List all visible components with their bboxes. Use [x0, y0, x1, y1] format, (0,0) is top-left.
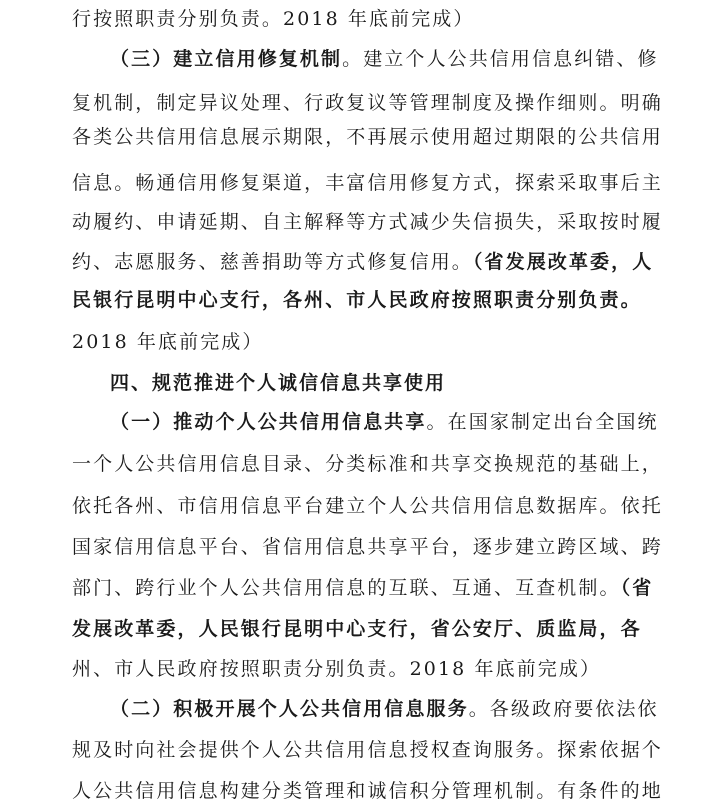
text-segment: 人公共信用信息构建分类管理和诚信积分管理机制。有条件的地 [72, 780, 663, 802]
subsection-title: （一）推动个人公共信用信息共享 [110, 411, 427, 433]
text-line-8 [72, 283, 642, 317]
responsibility-note: （省发展改革委，人 [472, 251, 654, 273]
text-segment: 依托各州、市信用信息平台建立个人公共信用信息数据库。依托 [72, 495, 663, 517]
section-heading [110, 366, 632, 400]
subsection-title: （三）建立信用修复机制 [110, 48, 343, 70]
text-line-15 [72, 571, 654, 605]
text-segment: 各类公共信用信息展示期限，不再展示使用超过期限的公共信用 [72, 126, 663, 148]
text-line-20 [72, 774, 663, 808]
responsibility-note: 发展改革委，人民银行昆明中心支行，省公安厅、质监局，各 [72, 618, 642, 640]
text-line-11 [110, 405, 659, 439]
text-segment: 。建立个人公共信用信息纠错、修 [342, 48, 659, 70]
text-line-12 [72, 447, 663, 481]
text-line-19 [72, 733, 663, 767]
text-segment: 2018 年底前完成） [72, 331, 264, 353]
text-segment: 。各级政府要依法依 [468, 698, 659, 720]
text-line-18 [110, 692, 659, 726]
responsibility-note: 民银行昆明中心支行，各州、市人民政府按照职责分别负责。 [72, 289, 642, 311]
text-line-6 [72, 205, 663, 239]
text-segment: 部门、跨行业个人公共信用信息的互联、互通、互查机制。 [72, 577, 621, 599]
text-line-4 [72, 120, 663, 154]
text-line-2 [110, 42, 659, 76]
text-segment: 规及时向社会提供个人公共信用信息授权查询服务。探索依据个 [72, 739, 663, 761]
text-segment: 州、市人民政府按照职责分别负责。2018 年底前完成） [72, 658, 602, 680]
text-line-1 [72, 2, 632, 36]
text-line-16 [72, 612, 642, 646]
text-line-13 [72, 489, 663, 523]
responsibility-note: （省 [620, 577, 654, 599]
section-title: 四、规范推进个人诚信信息共享使用 [110, 372, 447, 394]
text-line-3 [72, 86, 663, 120]
text-segment: 一个人公共信用信息目录、分类标准和共享交换规范的基础上， [72, 453, 663, 475]
text-segment: 。在国家制定出台全国统 [426, 411, 659, 433]
text-line-14 [72, 530, 663, 564]
subsection-title: （二）积极开展个人公共信用信息服务 [110, 698, 469, 720]
text-segment: 动履约、申请延期、自主解释等方式减少失信损失，采取按时履 [72, 211, 663, 233]
text-segment: 行按照职责分别负责。2018 年底前完成） [72, 8, 475, 30]
text-segment: 复机制，制定异议处理、行政复议等管理制度及操作细则。明确 [72, 92, 663, 114]
text-line-7 [72, 245, 654, 279]
text-line-17 [72, 652, 632, 686]
text-segment: 信息。畅通信用修复渠道，丰富信用修复方式，探索采取事后主 [72, 172, 663, 194]
text-line-9 [72, 325, 632, 359]
text-segment: 约、志愿服务、慈善捐助等方式修复信用。 [72, 251, 473, 273]
text-segment: 国家信用信息平台、省信用信息共享平台，逐步建立跨区域、跨 [72, 536, 663, 558]
text-line-5 [72, 166, 663, 200]
